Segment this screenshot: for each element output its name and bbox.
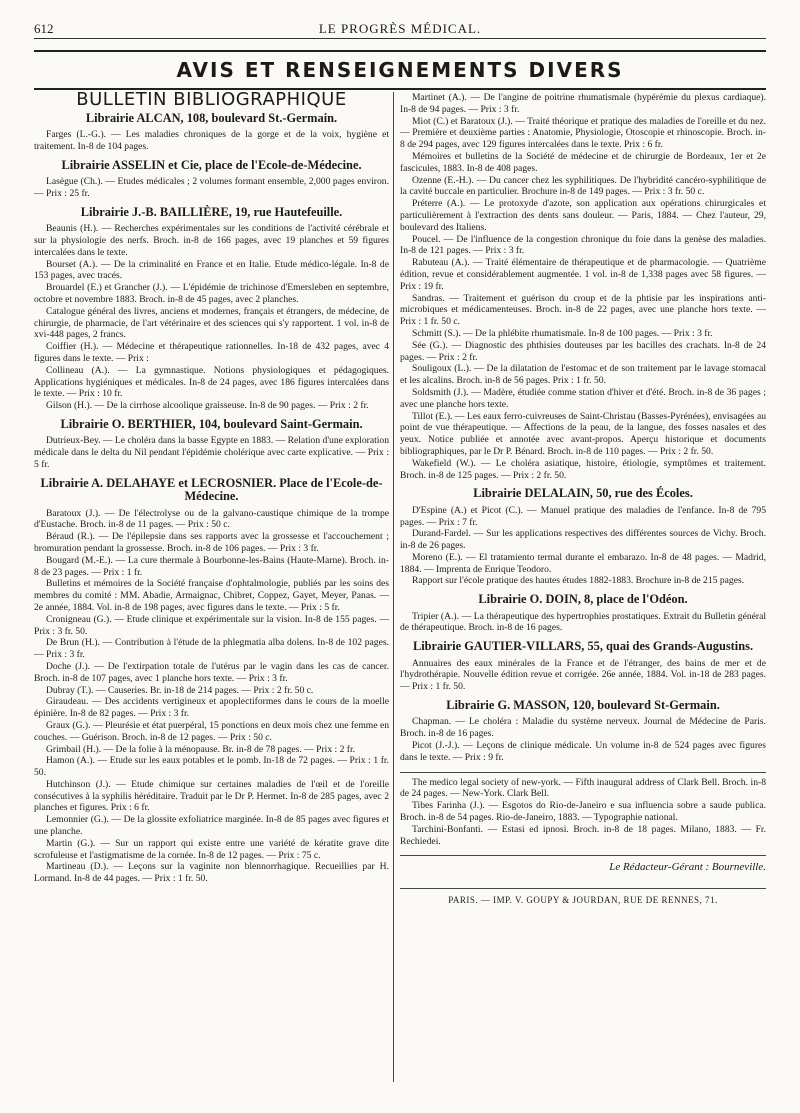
bibliography-entry: Rabuteau (A.). — Traité élémentaire de thérapeutique et de pharmacologie. — Quatrième édition, revue et considérablement augmentée. 1 vol. in-8 de 1,338 pages avec 58 figures. — Prix : 19 fr. — [400, 257, 766, 292]
bibliography-entry: Mémoires et bulletins de la Société de médecine et de chirurgie de Bordeaux, 1er et 2e fascicules, 1883. In-8 de 408 pages. — [400, 150, 766, 174]
column-divider — [393, 92, 394, 1082]
bibliography-entry: Schmitt (S.). — De la phlébite rhumatismale. In-8 de 100 pages. — Prix : 3 fr. — [412, 327, 713, 339]
bibliography-entry: Soldsmith (J.). — Madère, étudiée comme station d'hiver et d'été. Broch. in-8 de 36 pages ; avec une planche hors texte. — [400, 386, 766, 410]
bibliography-entry: D'Espine (A.) et Picot (C.). — Manuel pratique des maladies de l'enfance. In-8 de 795 pages. — Prix : 7 fr. — [400, 504, 766, 528]
bibliography-entry: Moreno (E.). — El tratamiento termal durante el embarazo. In-8 de 48 pages. — Madrid, 1884. — Imprenta de Enrique Teodoro. — [400, 551, 766, 575]
bibliography-entry: Gilson (H.). — De la cirrhose alcoolique graisseuse. In-8 de 90 pages. — Prix : 2 fr. — [46, 400, 369, 412]
bibliography-entry: Bourset (A.). — De la criminalité en France et en Italie. Etude médico-légale. In-8 de 153 pages, avec tracés. — [34, 258, 389, 282]
bibliography-entry: Miot (C.) et Baratoux (J.). — Traité théorique et pratique des maladies de l'oreille et du nez. — Première et deuxième parties : Anatomie, Physiologie, Otoscopie et rhinoscopie. Broch. in-8 de 294 pages, avec 129 figures intercalées dans le texte. Prix : 6 fr. — [400, 115, 766, 151]
bibliography-entry: The medico legal society of new-york. — Fifth inaugural address of Clark Bell. Broch. in-8 de 24 pages. — New-York. Clark Bell. — [400, 776, 766, 800]
bibliography-entry: Brouardel (E.) et Grancher (J.). — L'épidémie de trichinose d'Emersleben en septembre, octobre et novembre 1883. Broch. in-8 de 45 pages, avec 2 planches. — [34, 282, 389, 305]
bibliography-entry: Ozenne (E.-H.). — Du cancer chez les syphilitiques. De l'hybridité cancéro-syphilitique de la cavité buccale en particulier. Brochure in-8 de 149 pages. — Prix : 3 fr. 50 c. — [400, 174, 766, 198]
right-column-groups — [400, 92, 766, 847]
bibliography-entry: Martinet (A.). — De l'angine de poitrine rhumatismale (hypérémie du plexus cardiaque). In-8 de 94 pages. — Prix : 3 fr. — [400, 92, 766, 115]
bibliography-entry: Catalogue général des livres, anciens et modernes, français et étrangers, de médecine, de chirurgie, de pharmacie, de l'art vétérinaire et des sciences qui s'y rapportent. 1 vol. in-8 de xvi-448 pages, 2 francs. — [34, 305, 389, 341]
bibliography-entry: Souligoux (L.). — De la dilatation de l'estomac et de son traitement par le lavage stomacal et les alcalins. Broch. in-8 de 56 pages. Prix : 1 fr. 50. — [400, 363, 766, 387]
signature: Le Rédacteur-Gérant : Bourneville. — [400, 855, 766, 874]
bibliography-entry: Tarchini-Bonfanti. — Estasi ed ipnosi. Broch. in-8 de 18 pages. Milano, 1883. — Fr. Rechiedei. — [400, 823, 766, 847]
bibliography-entry: Béraud (R.). — De l'épilepsie dans ses rapports avec la grossesse et l'accouchement ; bromuration pendant la grossesse. Broch. in-8 de 106 pages. — Prix : 3 fr. — [34, 531, 389, 554]
bibliography-entry: Coiffier (H.). — Médecine et thérapeutique rationnelles. In-18 de 432 pages, avec 4 figures dans le texte. — Prix : — [34, 341, 389, 364]
bibliography-entry: De Brun (H.). — Contribution à l'étude de la phlegmatia alba dolens. In-8 de 102 pages. — Prix : 3 fr. — [34, 637, 389, 661]
library-heading: Librairie DELALAIN, 50, rue des Écoles. — [473, 486, 693, 501]
bibliography-entry: Baratoux (J.). — De l'électrolyse ou de la galvano-caustique chimique de la trompe d'Eustache. Broch. in-8 de 11 pages. — Prix : 50 c. — [34, 507, 389, 531]
library-heading: Librairie G. MASSON, 120, boulevard St-Germain. — [446, 698, 720, 713]
bibliography-entry: Tillot (E.). — Les eaux ferro-cuivreuses de Saint-Christau (Basses-Pyrénées), envisagées au point de vue thérapeutique. — Affections de la peau, de la langue, des fosses nasales et des yeux. Notice publiée et annotée avec avant-propos. Aperçu historique et documents bibliographiques, par le Dr P. Bénard. Broch. in-8 de 110 pages. — Prix : 2 fr. 50. — [400, 410, 766, 457]
bibliography-entry: Tibes Farinha (J.). — Esgotos do Rio-de-Janeiro e sua influencia sobre a saude publica. Broch. in-8 de 54 pages. Rio-de-Janeiro, 1883. — Typographie national. — [400, 800, 766, 824]
bibliography-entry: Préterre (A.). — Le protoxyde d'azote, son application aux opérations chirurgicales et particulièrement à l'extraction des dents sans douleur. — Paris, 1884. — Chez l'auteur, 29, boulevard des Italiens. — [400, 198, 766, 233]
bulletin-title: BULLETIN BIBLIOGRAPHIQUE — [76, 89, 347, 110]
bibliography-entry: Grimbail (H.). — De la folie à la ménopause. Br. in-8 de 78 pages. — Prix : 2 fr. — [46, 743, 356, 755]
bibliography-entry: Lasègue (Ch.). — Etudes médicales ; 2 volumes formant ensemble, 2,000 pages environ. — Prix : 25 fr. — [34, 176, 389, 199]
library-heading: Librairie ALCAN, 108, boulevard St.-Germain. — [85, 110, 338, 125]
bibliography-entry: Dubray (T.). — Causeries. Br. in-18 de 214 pages. — Prix : 2 fr. 50 c. — [46, 684, 314, 696]
bibliography-entry: Rapport sur l'école pratique des hautes études 1882-1883. Brochure in-8 de 215 pages. — [412, 575, 745, 587]
bibliography-entry: Cronigneau (G.). — Etude clinique et expérimentale sur la vision. In-8 de 155 pages. — Prix : 3 fr. 50. — [34, 613, 389, 637]
bibliography-entry: Tripier (A.). — La thérapeutique des hypertrophies prostatiques. Extrait du Bulletin général de thérapeutique. Broch. in-8 de 16 pages. — [400, 610, 766, 634]
bibliography-entry: Farges (L.-G.). — Les maladies chroniques de la gorge et de la voix, hygiène et traitement. In-8 de 104 pages. — [34, 129, 389, 152]
journal-title: LE PROGRÈS MÉDICAL. — [318, 21, 482, 36]
running-header — [34, 18, 766, 39]
bibliography-entry: Chapman. — Le choléra : Maladie du système nerveux. Journal de Médecine de Paris. Broch. in-8 de 16 pages. — [400, 716, 766, 740]
separator-rule — [400, 772, 766, 773]
bibliography-entry: Bougard (M.-E.). — La cure thermale à Bourbonne-les-Bains (Haute-Marne). Broch. in-8 de 23 pages. — Prix : 1 fr. — [34, 554, 389, 578]
bibliography-entry: Sée (G.). — Diagnostic des phthisies douteuses par les bacilles des crachats. In-8 de 24 pages. — Prix : 2 fr. — [400, 339, 766, 363]
bibliography-entry: Wakefield (W.). — Le choléra asiatique, histoire, étiologie, symptômes et traitement. Broch. in-8 de 125 pages. — Prix : 2 fr. 50. — [400, 457, 766, 481]
bibliography-entry: Martin (G.). — Sur un rapport qui existe entre une variété de kératite grave dite scrofuleuse et l'astigmatisme de la cornée. In-8 de 12 pages. — Prix : 75 c. — [34, 837, 389, 861]
bibliography-entry: Hamon (A.). — Etude sur les eaux potables et le pomb. In-18 de 72 pages. — Prix : 1 fr. 50. — [34, 755, 389, 779]
bibliography-entry: Picot (J.-J.). — Leçons de clinique médicale. Un volume in-8 de 524 pages avec figures dans le texte. — Prix : 9 fr. — [400, 740, 766, 763]
bibliography-entry: Lemonnier (G.). — De la glossite exfoliatrice marginée. In-8 de 85 pages avec figures et une planche. — [34, 814, 389, 838]
library-heading: Librairie J.-B. BAILLIÈRE, 19, rue Hautefeuille. — [80, 204, 343, 219]
bibliography-entry: Sandras. — Traitement et guérison du croup et de la phtisie par les inspirations anti-microbiques et médicamenteuses. Broch. in-8 de 22 pages, avec une planche hors texte. — Prix : 1 fr. 50 c. — [400, 292, 766, 328]
bibliography-entry: Giraudeau. — Des accidents vertigineux et apoplectiformes dans le cours de la moelle épinière. In-8 de 82 pages. — Prix : 3 fr. — [34, 696, 389, 720]
bibliography-entry: Hutchinson (J.). — Etude chimique sur certaines maladies de l'œil et de l'oreille consécutives à la syphilis héréditaire. Traduit par le Dr P. Hermet. In-8 de 285 pages, avec 2 planches et figures. Prix : 6 fr. — [34, 778, 389, 814]
bibliography-entry: Bulletins et mémoires de la Société française d'ophtalmologie, publiés par les soins des membres du comité : MM. Abadie, Armaignac, Chibret, Coppez, Gayet, Meyer, Panas. — 2e année, 1884. Vol. in-8 de 198 pages, avec figures dans le texte. — Prix : 5 fr. — [34, 578, 389, 613]
library-heading: Librairie ASSELIN et Cie, place de l'Ecole-de-Médecine. — [61, 157, 362, 172]
bibliography-entry: Doche (J.). — De l'extirpation totale de l'utérus par le vagin dans les cas de cancer. Broch. in-8 de 107 pages, avec 1 planche hors texte. — Prix : 3 fr. — [34, 660, 389, 684]
left-column — [34, 89, 389, 885]
bibliography-entry: Poucel. — De l'influence de la congestion chronique du foie dans la genèse des maladies. In-8 de 121 pages. — Prix : 3 fr. — [400, 233, 766, 257]
imprint: PARIS. — IMP. V. GOUPY & JOURDAN, RUE DE RENNES, 71. — [400, 888, 766, 907]
page-number: 612 — [34, 21, 54, 36]
library-heading: Librairie A. DELAHAYE et LECROSNIER. Place de l'Ecole-de-Médecine. — [40, 475, 383, 504]
right-column — [400, 92, 766, 907]
bibliography-entry: Graux (G.). — Pleurésie et état puerpéral, 15 ponctions en deux mois chez une femme en couches. — Guérison. Broch. in-8 de 12 pages. — Prix : 50 c. — [34, 719, 389, 743]
bibliography-entry: Durand-Fardel. — Sur les applications respectives des différentes sources de Vichy. Broch. in-8 de 26 pages. — [400, 528, 766, 552]
bibliography-entry: Annuaires des eaux minérales de la France et de l'étranger, des bains de mer et de l'hydrothérapie. Nouvelle édition revue et corrigée. 26e année, 1884. Vol. in-18 de 283 pages. — Prix : 1 fr. 50. — [400, 657, 766, 693]
bibliography-entry: Dutrieux-Bey. — Le choléra dans la basse Egypte en 1883. — Relation d'une exploration médicale dans le delta du Nil pendant l'épidémie cholérique avec carte explicative. — Prix : 5 fr. — [34, 435, 389, 470]
library-heading: Librairie GAUTIER-VILLARS, 55, quai des Grands-Augustins. — [412, 639, 754, 654]
bibliography-entry: Beaunis (H.). — Recherches expérimentales sur les conditions de l'activité cérébrale et sur la physiologie des nerfs. Broch. in-8 de 166 pages, avec 19 planches et 59 figures intercalées dans le texte. — [34, 223, 389, 258]
section-title: AVIS ET RENSEIGNEMENTS DIVERS — [34, 50, 766, 90]
bibliography-entry: Collineau (A.). — La gymnastique. Notions physiologiques et pédagogiques. Applications hygiéniques et médicales. In-8 de 24 pages, avec 186 figures intercalées dans le texte. — Prix : 10 fr. — [34, 364, 389, 400]
bibliography-entry: Martineau (D.). — Leçons sur la vaginite non blennorrhagique. Recueillies par H. Lormand. In-8 de 44 pages. — Prix : 1 fr. 50. — [34, 861, 389, 885]
library-heading: Librairie O. BERTHIER, 104, boulevard Saint-Germain. — [60, 416, 363, 431]
left-column-groups — [34, 112, 389, 885]
library-heading: Librairie O. DOIN, 8, place de l'Odéon. — [478, 592, 688, 607]
